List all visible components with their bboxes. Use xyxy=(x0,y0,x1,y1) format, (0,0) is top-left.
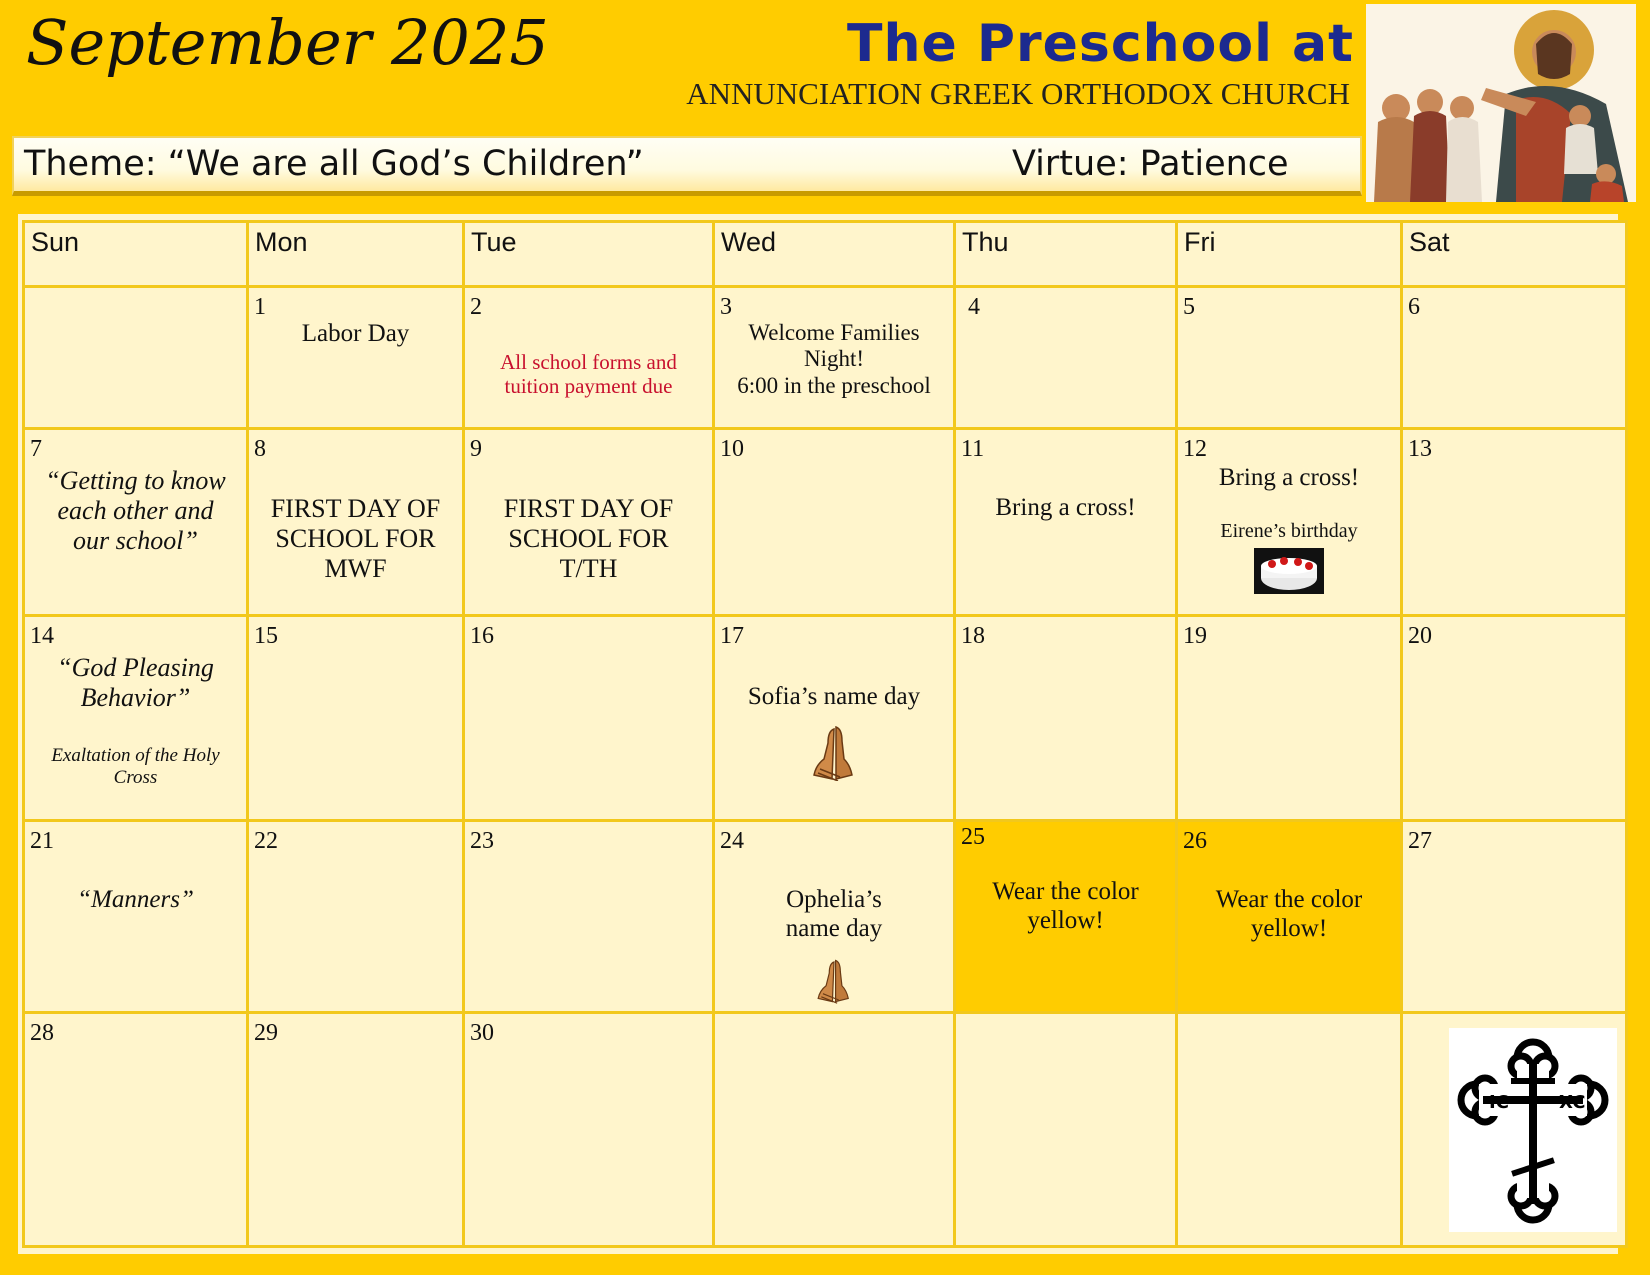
event-line: 6:00 in the preschool xyxy=(737,372,931,398)
day-cell-13 xyxy=(1402,429,1627,616)
event-welcome-night xyxy=(715,320,953,399)
day-number: 10 xyxy=(720,436,744,462)
day-number: 6 xyxy=(1408,294,1420,320)
day-number: 14 xyxy=(30,623,54,649)
event-line: Welcome Families xyxy=(748,320,920,345)
day-number: 20 xyxy=(1408,623,1432,649)
event-line: All school forms and xyxy=(500,350,677,374)
day-number: 13 xyxy=(1408,436,1432,462)
weekday-header-row xyxy=(24,222,1627,287)
day-number: 8 xyxy=(254,436,266,462)
event-line: Behavior” xyxy=(80,682,191,712)
weekday-sun: Sun xyxy=(24,222,248,287)
day-cell-23 xyxy=(464,821,714,1013)
week-row xyxy=(24,616,1627,821)
day-cell-16 xyxy=(464,616,714,821)
day-cell-empty xyxy=(955,1013,1177,1247)
xc-letters: XC xyxy=(1559,1092,1586,1113)
event-week-theme xyxy=(25,466,246,556)
event-line: FIRST DAY OF xyxy=(270,494,441,523)
day-cell-21 xyxy=(24,821,248,1013)
day-number: 16 xyxy=(470,623,494,649)
day-cell-4 xyxy=(955,287,1177,429)
event-name-day: Sofia’s name day xyxy=(747,683,921,710)
day-cell-14 xyxy=(24,616,248,821)
event-line: name day xyxy=(785,914,883,942)
day-number: 21 xyxy=(30,828,54,854)
birthday-cake-icon xyxy=(1254,548,1324,594)
day-cell-7 xyxy=(24,429,248,616)
event-line: yellow! xyxy=(1250,914,1328,942)
day-cell-9 xyxy=(464,429,714,616)
virtue-text: Virtue: Patience xyxy=(1012,144,1289,184)
theme-text: Theme: “We are all God’s Children” xyxy=(24,144,644,184)
week-row xyxy=(24,429,1627,616)
day-number: 5 xyxy=(1183,294,1195,320)
event-line: Exaltation of the Holy xyxy=(51,745,220,766)
week-row xyxy=(24,821,1627,1013)
day-cell-5 xyxy=(1177,287,1402,429)
day-cell-11 xyxy=(955,429,1177,616)
event-name-day xyxy=(715,886,953,944)
day-cell-1 xyxy=(248,287,464,429)
day-cell-26 xyxy=(1177,821,1402,1013)
day-number: 29 xyxy=(254,1020,278,1046)
orthodox-cross-icon xyxy=(1449,1028,1617,1232)
event-line: FIRST DAY OF xyxy=(503,494,674,523)
day-number: 23 xyxy=(470,828,494,854)
christ-with-children-icon xyxy=(1366,4,1636,202)
event-forms-due xyxy=(465,350,712,398)
day-number: 9 xyxy=(470,436,482,462)
event-bring-cross: Bring a cross! xyxy=(995,494,1136,521)
event-first-day-mwf xyxy=(249,494,462,584)
event-line: Wear the color xyxy=(1215,886,1363,913)
ic-letters: IC xyxy=(1489,1092,1509,1113)
day-cell-30 xyxy=(464,1013,714,1247)
day-cell-8 xyxy=(248,429,464,616)
praying-hands-icon xyxy=(810,725,858,781)
day-cell-2 xyxy=(464,287,714,429)
event-line: SCHOOL FOR xyxy=(508,523,669,553)
day-number: 22 xyxy=(254,828,278,854)
event-line: “God Pleasing xyxy=(57,653,214,682)
day-number: 17 xyxy=(720,623,744,649)
weekday-mon: Mon xyxy=(248,222,464,287)
day-cell-15 xyxy=(248,616,464,821)
weekday-fri: Fri xyxy=(1177,222,1402,287)
event-line: “Getting to know xyxy=(45,466,226,495)
event-wear-yellow xyxy=(1178,886,1400,944)
day-number: 15 xyxy=(254,623,278,649)
day-number: 12 xyxy=(1183,436,1207,462)
day-cell-empty xyxy=(1177,1013,1402,1247)
day-cell-20 xyxy=(1402,616,1627,821)
day-cell-empty xyxy=(714,1013,955,1247)
weekday-tue: Tue xyxy=(464,222,714,287)
event-line: tuition payment due xyxy=(504,374,673,399)
week-row xyxy=(24,1013,1627,1247)
day-cell-3 xyxy=(714,287,955,429)
event-week-theme xyxy=(25,653,246,713)
theme-bar xyxy=(12,136,1362,196)
event-line: MWF xyxy=(324,553,387,583)
event-line: each other and xyxy=(57,495,214,525)
weekday-thu: Thu xyxy=(955,222,1177,287)
event-line: yellow! xyxy=(1027,906,1104,934)
day-number: 7 xyxy=(30,436,42,462)
day-number: 30 xyxy=(470,1020,494,1046)
day-cell-24 xyxy=(714,821,955,1013)
church-name: ANNUNCIATION GREEK ORTHODOX CHURCH xyxy=(686,76,1350,111)
day-number: 4 xyxy=(968,294,980,320)
day-cell-17 xyxy=(714,616,955,821)
day-cell-27 xyxy=(1402,821,1627,1013)
event-exaltation xyxy=(25,745,246,789)
event-line: Night! xyxy=(803,346,865,372)
event-birthday: Eirene’s birthday xyxy=(1220,520,1358,542)
day-number: 28 xyxy=(30,1020,54,1046)
day-number: 2 xyxy=(470,294,482,320)
day-cell-18 xyxy=(955,616,1177,821)
day-cell-25 xyxy=(955,821,1177,1013)
weekday-wed: Wed xyxy=(714,222,955,287)
event-line: Ophelia’s xyxy=(786,886,882,913)
calendar-grid xyxy=(22,220,1628,1248)
event-line: our school” xyxy=(73,525,198,555)
day-cell-19 xyxy=(1177,616,1402,821)
day-number: 25 xyxy=(961,824,985,850)
day-number: 18 xyxy=(961,623,985,649)
day-cell-10 xyxy=(714,429,955,616)
month-title: September 2025 xyxy=(26,6,549,79)
weekday-sat: Sat xyxy=(1402,222,1627,287)
event-line: SCHOOL FOR xyxy=(275,523,436,553)
day-number: 11 xyxy=(961,436,985,462)
event-bring-cross: Bring a cross! xyxy=(1218,464,1360,491)
day-number: 27 xyxy=(1408,828,1432,854)
day-number: 3 xyxy=(720,294,732,320)
praying-hands-icon xyxy=(815,958,853,1004)
day-cell-12 xyxy=(1177,429,1402,616)
event-wear-yellow xyxy=(956,878,1175,936)
event-first-day-tth xyxy=(465,494,712,584)
school-name: The Preschool at xyxy=(846,14,1354,74)
day-cell-empty xyxy=(24,287,248,429)
event-labor-day: Labor Day xyxy=(301,320,410,347)
day-number: 1 xyxy=(254,294,266,320)
day-cell-29 xyxy=(248,1013,464,1247)
event-line: T/TH xyxy=(559,553,618,583)
day-cell-22 xyxy=(248,821,464,1013)
day-number: 19 xyxy=(1183,623,1207,649)
day-number: 24 xyxy=(720,828,744,854)
week-row xyxy=(24,287,1627,429)
event-line: Wear the color xyxy=(992,878,1139,905)
event-line: Cross xyxy=(113,766,158,788)
day-cell-6 xyxy=(1402,287,1627,429)
day-number: 26 xyxy=(1183,828,1207,854)
day-cell-28 xyxy=(24,1013,248,1247)
event-week-theme: “Manners” xyxy=(77,886,194,913)
